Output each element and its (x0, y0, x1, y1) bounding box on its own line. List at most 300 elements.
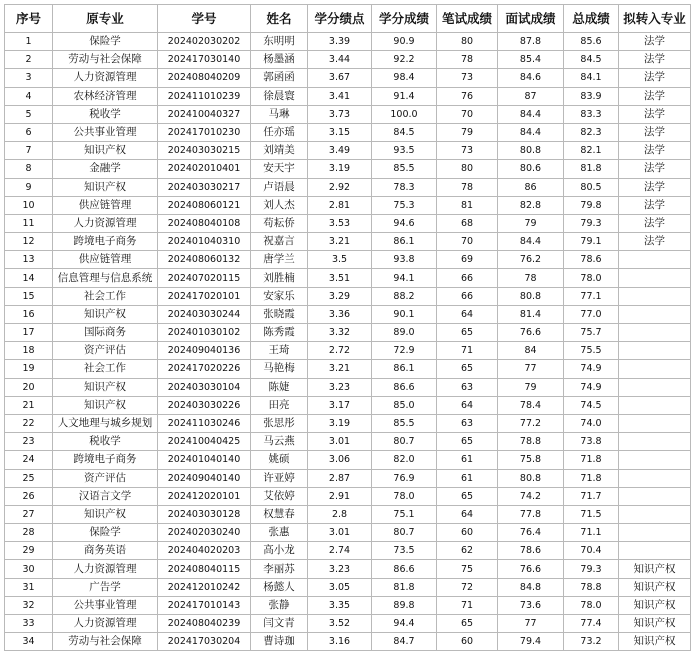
cell-name[interactable]: 张晓霞 (251, 305, 308, 323)
cell-written-score[interactable]: 61 (437, 451, 498, 469)
cell-original-major[interactable]: 税收学 (53, 433, 158, 451)
cell-index[interactable]: 30 (5, 560, 53, 578)
cell-total-score[interactable]: 83.3 (564, 105, 619, 123)
cell-credit-score[interactable]: 86.6 (372, 560, 437, 578)
cell-credit-score[interactable]: 86.6 (372, 378, 437, 396)
cell-gpa[interactable]: 3.51 (308, 269, 372, 287)
cell-written-score[interactable]: 65 (437, 360, 498, 378)
cell-interview-score[interactable]: 77 (498, 360, 564, 378)
cell-total-score[interactable]: 79.3 (564, 560, 619, 578)
cell-gpa[interactable]: 3.52 (308, 615, 372, 633)
cell-written-score[interactable]: 76 (437, 87, 498, 105)
cell-name[interactable]: 权慧春 (251, 505, 308, 523)
cell-total-score[interactable]: 74.9 (564, 360, 619, 378)
cell-original-major[interactable]: 知识产权 (53, 396, 158, 414)
cell-student-id[interactable]: 202408060121 (158, 196, 251, 214)
header-cell[interactable]: 面试成绩 (498, 5, 564, 33)
cell-target-major[interactable]: 知识产权 (619, 578, 691, 596)
cell-index[interactable]: 28 (5, 524, 53, 542)
cell-interview-score[interactable]: 75.8 (498, 451, 564, 469)
cell-total-score[interactable]: 70.4 (564, 542, 619, 560)
cell-target-major[interactable] (619, 469, 691, 487)
cell-name[interactable]: 李丽苏 (251, 560, 308, 578)
cell-gpa[interactable]: 3.29 (308, 287, 372, 305)
cell-gpa[interactable]: 2.74 (308, 542, 372, 560)
cell-gpa[interactable]: 2.81 (308, 196, 372, 214)
cell-written-score[interactable]: 62 (437, 542, 498, 560)
cell-name[interactable]: 唐学兰 (251, 251, 308, 269)
cell-interview-score[interactable]: 84.4 (498, 233, 564, 251)
cell-target-major[interactable]: 法学 (619, 123, 691, 141)
cell-credit-score[interactable]: 94.6 (372, 214, 437, 232)
cell-target-major[interactable]: 法学 (619, 233, 691, 251)
cell-written-score[interactable]: 64 (437, 305, 498, 323)
cell-written-score[interactable]: 78 (437, 178, 498, 196)
cell-credit-score[interactable]: 93.5 (372, 142, 437, 160)
cell-student-id[interactable]: 202412010242 (158, 578, 251, 596)
cell-credit-score[interactable]: 89.0 (372, 324, 437, 342)
cell-original-major[interactable]: 人文地理与城乡规划 (53, 414, 158, 432)
cell-student-id[interactable]: 202417030140 (158, 51, 251, 69)
cell-name[interactable]: 王琦 (251, 342, 308, 360)
cell-index[interactable]: 24 (5, 451, 53, 469)
cell-original-major[interactable]: 知识产权 (53, 178, 158, 196)
cell-name[interactable]: 姚硕 (251, 451, 308, 469)
cell-student-id[interactable]: 202403030244 (158, 305, 251, 323)
cell-name[interactable]: 祝嘉言 (251, 233, 308, 251)
cell-interview-score[interactable]: 74.2 (498, 487, 564, 505)
cell-gpa[interactable]: 3.21 (308, 360, 372, 378)
cell-index[interactable]: 17 (5, 324, 53, 342)
cell-interview-score[interactable]: 84 (498, 342, 564, 360)
cell-name[interactable]: 安家乐 (251, 287, 308, 305)
cell-interview-score[interactable]: 78.6 (498, 542, 564, 560)
cell-total-score[interactable]: 74.9 (564, 378, 619, 396)
cell-interview-score[interactable]: 80.8 (498, 469, 564, 487)
cell-student-id[interactable]: 202401040140 (158, 451, 251, 469)
cell-target-major[interactable]: 法学 (619, 69, 691, 87)
cell-name[interactable]: 陈秀霞 (251, 324, 308, 342)
cell-student-id[interactable]: 202401030102 (158, 324, 251, 342)
cell-index[interactable]: 27 (5, 505, 53, 523)
cell-original-major[interactable]: 劳动与社会保障 (53, 51, 158, 69)
cell-credit-score[interactable]: 86.1 (372, 233, 437, 251)
cell-interview-score[interactable]: 78 (498, 269, 564, 287)
cell-total-score[interactable]: 73.2 (564, 633, 619, 651)
cell-credit-score[interactable]: 72.9 (372, 342, 437, 360)
cell-original-major[interactable]: 国际商务 (53, 324, 158, 342)
cell-gpa[interactable]: 3.44 (308, 51, 372, 69)
cell-original-major[interactable]: 跨境电子商务 (53, 451, 158, 469)
cell-written-score[interactable]: 60 (437, 524, 498, 542)
cell-credit-score[interactable]: 85.5 (372, 414, 437, 432)
cell-index[interactable]: 22 (5, 414, 53, 432)
cell-original-major[interactable]: 跨境电子商务 (53, 233, 158, 251)
cell-student-id[interactable]: 202417030204 (158, 633, 251, 651)
cell-original-major[interactable]: 人力资源管理 (53, 560, 158, 578)
cell-target-major[interactable]: 法学 (619, 214, 691, 232)
cell-total-score[interactable]: 85.6 (564, 33, 619, 51)
cell-credit-score[interactable]: 92.2 (372, 51, 437, 69)
cell-written-score[interactable]: 73 (437, 142, 498, 160)
cell-interview-score[interactable]: 77 (498, 615, 564, 633)
cell-student-id[interactable]: 202403030217 (158, 178, 251, 196)
cell-name[interactable]: 高小龙 (251, 542, 308, 560)
cell-target-major[interactable]: 法学 (619, 87, 691, 105)
cell-total-score[interactable]: 77.4 (564, 615, 619, 633)
cell-original-major[interactable]: 保险学 (53, 524, 158, 542)
cell-index[interactable]: 23 (5, 433, 53, 451)
cell-written-score[interactable]: 81 (437, 196, 498, 214)
cell-target-major[interactable]: 法学 (619, 33, 691, 51)
cell-credit-score[interactable]: 75.1 (372, 505, 437, 523)
cell-original-major[interactable]: 农林经济管理 (53, 87, 158, 105)
cell-interview-score[interactable]: 80.8 (498, 287, 564, 305)
cell-credit-score[interactable]: 84.7 (372, 633, 437, 651)
cell-index[interactable]: 29 (5, 542, 53, 560)
cell-interview-score[interactable]: 73.6 (498, 596, 564, 614)
cell-target-major[interactable] (619, 324, 691, 342)
cell-index[interactable]: 3 (5, 69, 53, 87)
cell-target-major[interactable] (619, 505, 691, 523)
cell-gpa[interactable]: 3.23 (308, 560, 372, 578)
cell-student-id[interactable]: 202417010143 (158, 596, 251, 614)
cell-written-score[interactable]: 71 (437, 342, 498, 360)
cell-total-score[interactable]: 81.8 (564, 160, 619, 178)
cell-total-score[interactable]: 82.3 (564, 123, 619, 141)
cell-target-major[interactable] (619, 487, 691, 505)
cell-index[interactable]: 9 (5, 178, 53, 196)
cell-target-major[interactable] (619, 396, 691, 414)
cell-gpa[interactable]: 3.53 (308, 214, 372, 232)
cell-index[interactable]: 5 (5, 105, 53, 123)
cell-student-id[interactable]: 202409040140 (158, 469, 251, 487)
cell-target-major[interactable] (619, 414, 691, 432)
cell-target-major[interactable]: 知识产权 (619, 560, 691, 578)
cell-name[interactable]: 闫文青 (251, 615, 308, 633)
cell-index[interactable]: 26 (5, 487, 53, 505)
cell-credit-score[interactable]: 76.9 (372, 469, 437, 487)
cell-original-major[interactable]: 汉语言文学 (53, 487, 158, 505)
cell-interview-score[interactable]: 76.6 (498, 560, 564, 578)
cell-student-id[interactable]: 202402030240 (158, 524, 251, 542)
cell-credit-score[interactable]: 98.4 (372, 69, 437, 87)
cell-total-score[interactable]: 71.8 (564, 451, 619, 469)
cell-name[interactable]: 张静 (251, 596, 308, 614)
cell-original-major[interactable]: 信息管理与信息系统 (53, 269, 158, 287)
cell-interview-score[interactable]: 79 (498, 214, 564, 232)
cell-credit-score[interactable]: 85.5 (372, 160, 437, 178)
cell-written-score[interactable]: 80 (437, 33, 498, 51)
cell-original-major[interactable]: 供应链管理 (53, 251, 158, 269)
cell-interview-score[interactable]: 78.8 (498, 433, 564, 451)
cell-credit-score[interactable]: 73.5 (372, 542, 437, 560)
cell-original-major[interactable]: 人力资源管理 (53, 69, 158, 87)
cell-gpa[interactable]: 3.01 (308, 433, 372, 451)
cell-target-major[interactable]: 知识产权 (619, 615, 691, 633)
cell-gpa[interactable]: 3.5 (308, 251, 372, 269)
cell-gpa[interactable]: 3.32 (308, 324, 372, 342)
cell-written-score[interactable]: 65 (437, 433, 498, 451)
cell-name[interactable]: 卢语晨 (251, 178, 308, 196)
cell-interview-score[interactable]: 79 (498, 378, 564, 396)
cell-original-major[interactable]: 社会工作 (53, 287, 158, 305)
cell-credit-score[interactable]: 80.7 (372, 524, 437, 542)
cell-written-score[interactable]: 65 (437, 324, 498, 342)
header-cell[interactable]: 笔试成绩 (437, 5, 498, 33)
cell-total-score[interactable]: 77.1 (564, 287, 619, 305)
cell-written-score[interactable]: 71 (437, 596, 498, 614)
cell-gpa[interactable]: 2.92 (308, 178, 372, 196)
cell-interview-score[interactable]: 86 (498, 178, 564, 196)
cell-index[interactable]: 20 (5, 378, 53, 396)
cell-credit-score[interactable]: 94.4 (372, 615, 437, 633)
cell-total-score[interactable]: 74.0 (564, 414, 619, 432)
cell-target-major[interactable]: 知识产权 (619, 596, 691, 614)
cell-written-score[interactable]: 78 (437, 51, 498, 69)
header-cell[interactable]: 学号 (158, 5, 251, 33)
cell-written-score[interactable]: 63 (437, 378, 498, 396)
cell-credit-score[interactable]: 90.1 (372, 305, 437, 323)
cell-interview-score[interactable]: 79.4 (498, 633, 564, 651)
cell-interview-score[interactable]: 78.4 (498, 396, 564, 414)
cell-student-id[interactable]: 202403030226 (158, 396, 251, 414)
cell-index[interactable]: 11 (5, 214, 53, 232)
cell-total-score[interactable]: 82.1 (564, 142, 619, 160)
cell-student-id[interactable]: 202408040209 (158, 69, 251, 87)
cell-total-score[interactable]: 79.1 (564, 233, 619, 251)
cell-gpa[interactable]: 3.39 (308, 33, 372, 51)
cell-student-id[interactable]: 202410040425 (158, 433, 251, 451)
cell-gpa[interactable]: 3.01 (308, 524, 372, 542)
cell-target-major[interactable] (619, 269, 691, 287)
cell-student-id[interactable]: 202409040136 (158, 342, 251, 360)
cell-name[interactable]: 郭函函 (251, 69, 308, 87)
cell-index[interactable]: 31 (5, 578, 53, 596)
cell-written-score[interactable]: 65 (437, 615, 498, 633)
cell-name[interactable]: 张思彤 (251, 414, 308, 432)
cell-index[interactable]: 15 (5, 287, 53, 305)
cell-index[interactable]: 10 (5, 196, 53, 214)
cell-interview-score[interactable]: 81.4 (498, 305, 564, 323)
cell-student-id[interactable]: 202410040327 (158, 105, 251, 123)
cell-credit-score[interactable]: 88.2 (372, 287, 437, 305)
cell-student-id[interactable]: 202403030104 (158, 378, 251, 396)
cell-target-major[interactable] (619, 524, 691, 542)
cell-index[interactable]: 4 (5, 87, 53, 105)
cell-target-major[interactable] (619, 305, 691, 323)
cell-credit-score[interactable]: 90.9 (372, 33, 437, 51)
cell-interview-score[interactable]: 76.2 (498, 251, 564, 269)
cell-total-score[interactable]: 83.9 (564, 87, 619, 105)
cell-student-id[interactable]: 202408060132 (158, 251, 251, 269)
cell-gpa[interactable]: 3.15 (308, 123, 372, 141)
cell-interview-score[interactable]: 85.4 (498, 51, 564, 69)
cell-student-id[interactable]: 202408040239 (158, 615, 251, 633)
cell-total-score[interactable]: 78.8 (564, 578, 619, 596)
cell-target-major[interactable]: 法学 (619, 51, 691, 69)
cell-original-major[interactable]: 知识产权 (53, 378, 158, 396)
cell-target-major[interactable]: 法学 (619, 105, 691, 123)
cell-name[interactable]: 陈婕 (251, 378, 308, 396)
cell-index[interactable]: 12 (5, 233, 53, 251)
cell-name[interactable]: 杨墨涵 (251, 51, 308, 69)
cell-total-score[interactable]: 78.0 (564, 596, 619, 614)
cell-credit-score[interactable]: 91.4 (372, 87, 437, 105)
header-cell[interactable]: 姓名 (251, 5, 308, 33)
cell-gpa[interactable]: 3.23 (308, 378, 372, 396)
cell-index[interactable]: 8 (5, 160, 53, 178)
cell-index[interactable]: 21 (5, 396, 53, 414)
cell-index[interactable]: 18 (5, 342, 53, 360)
cell-original-major[interactable]: 公共事业管理 (53, 123, 158, 141)
cell-original-major[interactable]: 资产评估 (53, 342, 158, 360)
cell-gpa[interactable]: 3.41 (308, 87, 372, 105)
cell-name[interactable]: 马琳 (251, 105, 308, 123)
header-cell[interactable]: 拟转入专业 (619, 5, 691, 33)
cell-target-major[interactable]: 法学 (619, 142, 691, 160)
cell-total-score[interactable]: 84.1 (564, 69, 619, 87)
cell-original-major[interactable]: 劳动与社会保障 (53, 633, 158, 651)
cell-written-score[interactable]: 70 (437, 233, 498, 251)
cell-total-score[interactable]: 79.3 (564, 214, 619, 232)
cell-written-score[interactable]: 64 (437, 505, 498, 523)
cell-name[interactable]: 艾依婷 (251, 487, 308, 505)
cell-total-score[interactable]: 71.1 (564, 524, 619, 542)
cell-written-score[interactable]: 66 (437, 269, 498, 287)
cell-student-id[interactable]: 202417020226 (158, 360, 251, 378)
cell-written-score[interactable]: 79 (437, 123, 498, 141)
cell-target-major[interactable] (619, 433, 691, 451)
cell-interview-score[interactable]: 82.8 (498, 196, 564, 214)
cell-credit-score[interactable]: 94.1 (372, 269, 437, 287)
cell-index[interactable]: 32 (5, 596, 53, 614)
header-cell[interactable]: 原专业 (53, 5, 158, 33)
cell-interview-score[interactable]: 84.4 (498, 105, 564, 123)
cell-credit-score[interactable]: 78.3 (372, 178, 437, 196)
cell-student-id[interactable]: 202407020115 (158, 269, 251, 287)
cell-written-score[interactable]: 75 (437, 560, 498, 578)
cell-written-score[interactable]: 64 (437, 396, 498, 414)
cell-written-score[interactable]: 60 (437, 633, 498, 651)
cell-name[interactable]: 杨懿人 (251, 578, 308, 596)
cell-total-score[interactable]: 80.5 (564, 178, 619, 196)
cell-credit-score[interactable]: 78.0 (372, 487, 437, 505)
cell-name[interactable]: 许亚婷 (251, 469, 308, 487)
header-cell[interactable]: 学分成绩 (372, 5, 437, 33)
cell-interview-score[interactable]: 84.8 (498, 578, 564, 596)
cell-credit-score[interactable]: 89.8 (372, 596, 437, 614)
cell-index[interactable]: 19 (5, 360, 53, 378)
cell-original-major[interactable]: 金融学 (53, 160, 158, 178)
cell-target-major[interactable] (619, 378, 691, 396)
cell-credit-score[interactable]: 84.5 (372, 123, 437, 141)
cell-name[interactable]: 田亮 (251, 396, 308, 414)
cell-gpa[interactable]: 2.91 (308, 487, 372, 505)
cell-target-major[interactable] (619, 251, 691, 269)
cell-total-score[interactable]: 78.6 (564, 251, 619, 269)
cell-student-id[interactable]: 202417020101 (158, 287, 251, 305)
cell-gpa[interactable]: 2.87 (308, 469, 372, 487)
cell-credit-score[interactable]: 82.0 (372, 451, 437, 469)
cell-name[interactable]: 苟耘侨 (251, 214, 308, 232)
cell-interview-score[interactable]: 80.8 (498, 142, 564, 160)
cell-student-id[interactable]: 202417010230 (158, 123, 251, 141)
cell-gpa[interactable]: 2.8 (308, 505, 372, 523)
cell-total-score[interactable]: 79.8 (564, 196, 619, 214)
cell-original-major[interactable]: 知识产权 (53, 505, 158, 523)
cell-original-major[interactable]: 知识产权 (53, 142, 158, 160)
cell-total-score[interactable]: 75.7 (564, 324, 619, 342)
cell-student-id[interactable]: 202411030246 (158, 414, 251, 432)
cell-written-score[interactable]: 72 (437, 578, 498, 596)
cell-name[interactable]: 徐晨寰 (251, 87, 308, 105)
cell-index[interactable]: 1 (5, 33, 53, 51)
cell-gpa[interactable]: 3.16 (308, 633, 372, 651)
cell-name[interactable]: 东明明 (251, 33, 308, 51)
cell-student-id[interactable]: 202408040115 (158, 560, 251, 578)
cell-index[interactable]: 7 (5, 142, 53, 160)
header-cell[interactable]: 总成绩 (564, 5, 619, 33)
cell-interview-score[interactable]: 87.8 (498, 33, 564, 51)
cell-original-major[interactable]: 人力资源管理 (53, 615, 158, 633)
cell-credit-score[interactable]: 75.3 (372, 196, 437, 214)
cell-written-score[interactable]: 65 (437, 487, 498, 505)
cell-index[interactable]: 25 (5, 469, 53, 487)
cell-original-major[interactable]: 税收学 (53, 105, 158, 123)
cell-written-score[interactable]: 73 (437, 69, 498, 87)
cell-interview-score[interactable]: 76.4 (498, 524, 564, 542)
cell-gpa[interactable]: 3.73 (308, 105, 372, 123)
cell-interview-score[interactable]: 84.4 (498, 123, 564, 141)
cell-index[interactable]: 34 (5, 633, 53, 651)
cell-name[interactable]: 马艳梅 (251, 360, 308, 378)
cell-name[interactable]: 曹诗珈 (251, 633, 308, 651)
cell-interview-score[interactable]: 80.6 (498, 160, 564, 178)
cell-original-major[interactable]: 公共事业管理 (53, 596, 158, 614)
cell-student-id[interactable]: 202401040310 (158, 233, 251, 251)
cell-total-score[interactable]: 71.7 (564, 487, 619, 505)
cell-student-id[interactable]: 202402030202 (158, 33, 251, 51)
cell-student-id[interactable]: 202404020203 (158, 542, 251, 560)
cell-name[interactable]: 任亦瑶 (251, 123, 308, 141)
cell-gpa[interactable]: 3.49 (308, 142, 372, 160)
cell-total-score[interactable]: 78.0 (564, 269, 619, 287)
cell-original-major[interactable]: 社会工作 (53, 360, 158, 378)
cell-written-score[interactable]: 80 (437, 160, 498, 178)
cell-target-major[interactable]: 法学 (619, 196, 691, 214)
cell-written-score[interactable]: 66 (437, 287, 498, 305)
cell-gpa[interactable]: 3.05 (308, 578, 372, 596)
cell-credit-score[interactable]: 85.0 (372, 396, 437, 414)
cell-written-score[interactable]: 68 (437, 214, 498, 232)
cell-target-major[interactable] (619, 542, 691, 560)
cell-student-id[interactable]: 202411010239 (158, 87, 251, 105)
cell-credit-score[interactable]: 93.8 (372, 251, 437, 269)
cell-student-id[interactable]: 202402010401 (158, 160, 251, 178)
cell-interview-score[interactable]: 87 (498, 87, 564, 105)
cell-target-major[interactable] (619, 360, 691, 378)
cell-gpa[interactable]: 3.17 (308, 396, 372, 414)
cell-gpa[interactable]: 3.21 (308, 233, 372, 251)
header-cell[interactable]: 序号 (5, 5, 53, 33)
cell-written-score[interactable]: 69 (437, 251, 498, 269)
cell-interview-score[interactable]: 84.6 (498, 69, 564, 87)
cell-gpa[interactable]: 3.36 (308, 305, 372, 323)
header-cell[interactable]: 学分绩点 (308, 5, 372, 33)
cell-credit-score[interactable]: 86.1 (372, 360, 437, 378)
cell-written-score[interactable]: 70 (437, 105, 498, 123)
